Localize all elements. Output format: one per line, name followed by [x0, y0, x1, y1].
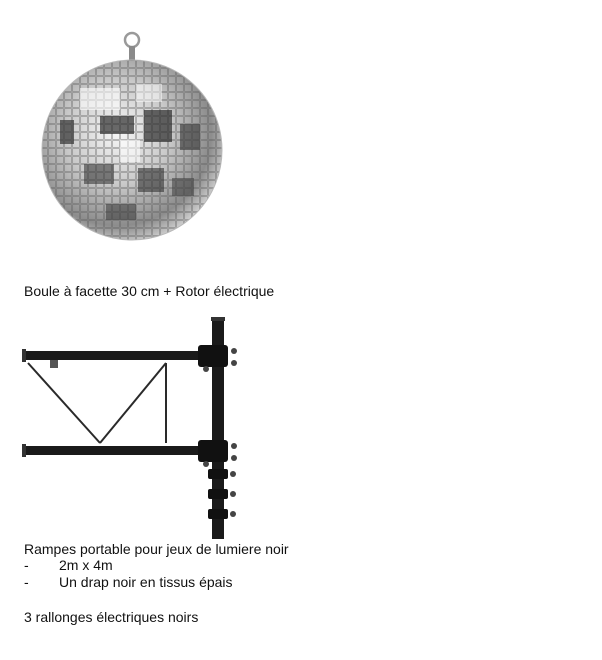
truss-title: Rampes portable pour jeux de lumiere noir [24, 541, 289, 557]
extension-cables-caption: 3 rallonges électriques noirs [24, 609, 199, 625]
bullet-text: 2m x 4m [59, 557, 113, 573]
bullet-text: Un drap noir en tissus épais [59, 574, 233, 590]
bullet-dash: - [24, 557, 29, 573]
disco-ball-image [40, 28, 226, 243]
lighting-truss-image [22, 317, 246, 539]
bullet-dash: - [24, 574, 29, 590]
disco-ball-caption: Boule à facette 30 cm + Rotor électrique [24, 283, 275, 299]
